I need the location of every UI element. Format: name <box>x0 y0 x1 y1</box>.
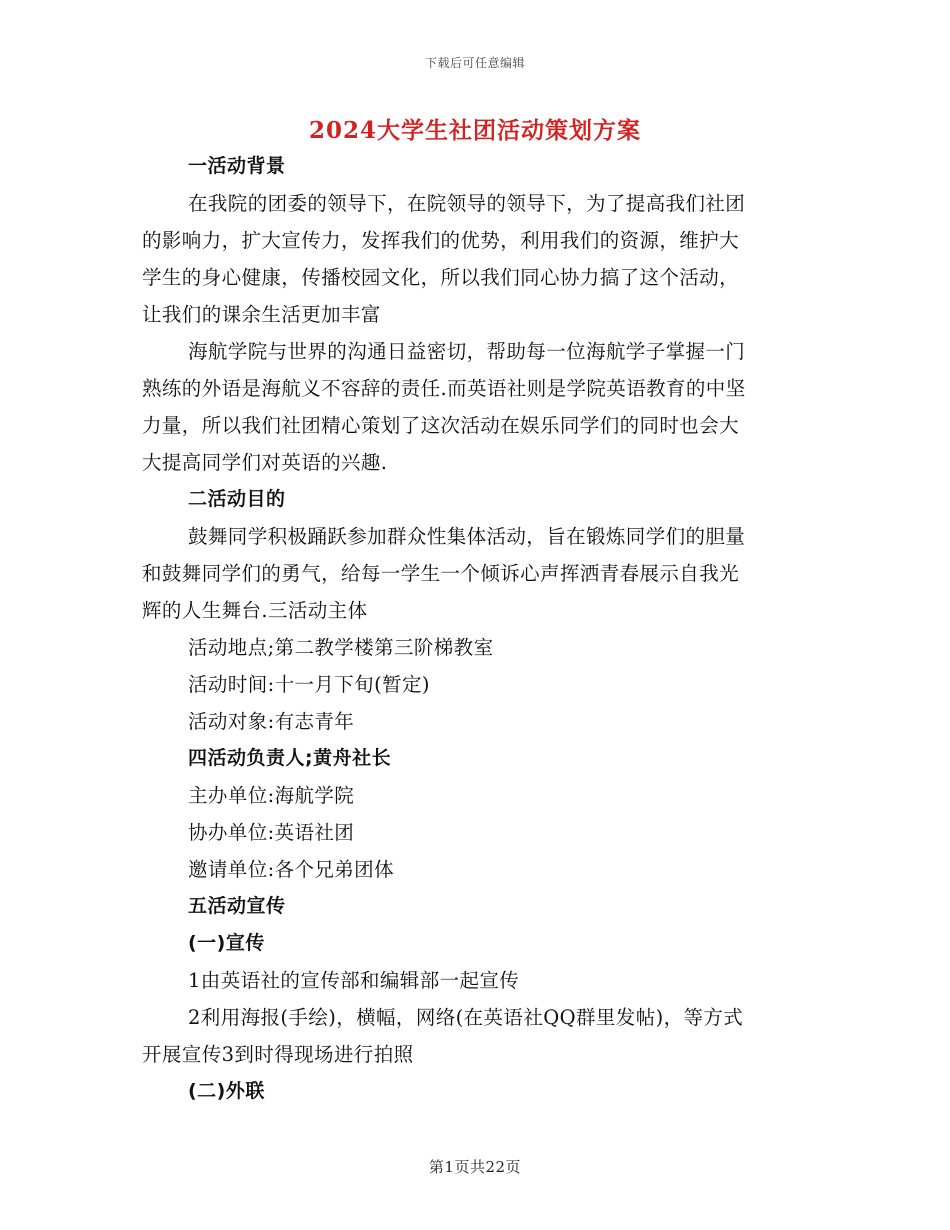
paragraph-line: 活动对象:有志青年 <box>188 710 355 733</box>
section-heading: 四活动负责人;黄舟社长 <box>188 747 392 769</box>
paragraph-line: 在我院的团委的领导下，在院领导的领导下，为了提高我们社团 <box>188 192 746 215</box>
paragraph-line: 海航学院与世界的沟通日益密切，帮助每一位海航学子掌握一门 <box>188 340 746 363</box>
paragraph-line: 和鼓舞同学们的勇气，给每一学生一个倾诉心声挥洒青春展示自我光 <box>142 562 740 585</box>
paragraph-line: 力量，所以我们社团精心策划了这次活动在娱乐同学们的同时也会大 <box>142 414 740 437</box>
section-heading: 一活动背景 <box>188 155 286 177</box>
paragraph-line: 活动地点;第二教学楼第三阶梯教室 <box>188 636 494 659</box>
document-title: 2024大学生社团活动策划方案 <box>308 117 641 144</box>
paragraph-line: 邀请单位:各个兄弟团体 <box>188 858 394 881</box>
section-heading: 二活动目的 <box>188 488 286 510</box>
paragraph-line: 学生的身心健康，传播校园文化，所以我们同心协力搞了这个活动， <box>142 266 740 289</box>
paragraph-line: 熟练的外语是海航义不容辞的责任.而英语社则是学院英语教育的中坚 <box>142 377 746 400</box>
section-heading: 五活动宣传 <box>188 895 286 917</box>
subsection-heading: (一)宣传 <box>188 932 265 954</box>
paragraph-line: 让我们的课余生活更加丰富 <box>142 303 381 326</box>
paragraph-line: 鼓舞同学积极踊跃参加群众性集体活动，旨在锻炼同学们的胆量 <box>188 525 746 548</box>
header-note: 下载后可任意编辑 <box>424 56 525 70</box>
paragraph-line: 1由英语社的宣传部和编辑部一起宣传 <box>188 969 520 992</box>
paragraph-line: 大提高同学们对英语的兴趣. <box>142 451 388 474</box>
paragraph-line: 2利用海报(手绘)，横幅，网络(在英语社QQ群里发帖)，等方式 <box>188 1006 744 1029</box>
paragraph-line: 主办单位:海航学院 <box>188 784 355 807</box>
paragraph-line: 开展宣传3到时得现场进行拍照 <box>142 1043 414 1066</box>
page-number-footer: 第1页共22页 <box>428 1158 522 1176</box>
paragraph-line: 协办单位:英语社团 <box>188 821 355 844</box>
paragraph-line: 辉的人生舞台.三活动主体 <box>142 599 368 622</box>
paragraph-line: 活动时间:十一月下旬(暂定) <box>188 673 430 696</box>
subsection-heading: (二)外联 <box>188 1080 265 1102</box>
document-body <box>142 148 808 1110</box>
paragraph-line: 的影响力，扩大宣传力，发挥我们的优势，利用我们的资源，维护大 <box>142 229 740 252</box>
